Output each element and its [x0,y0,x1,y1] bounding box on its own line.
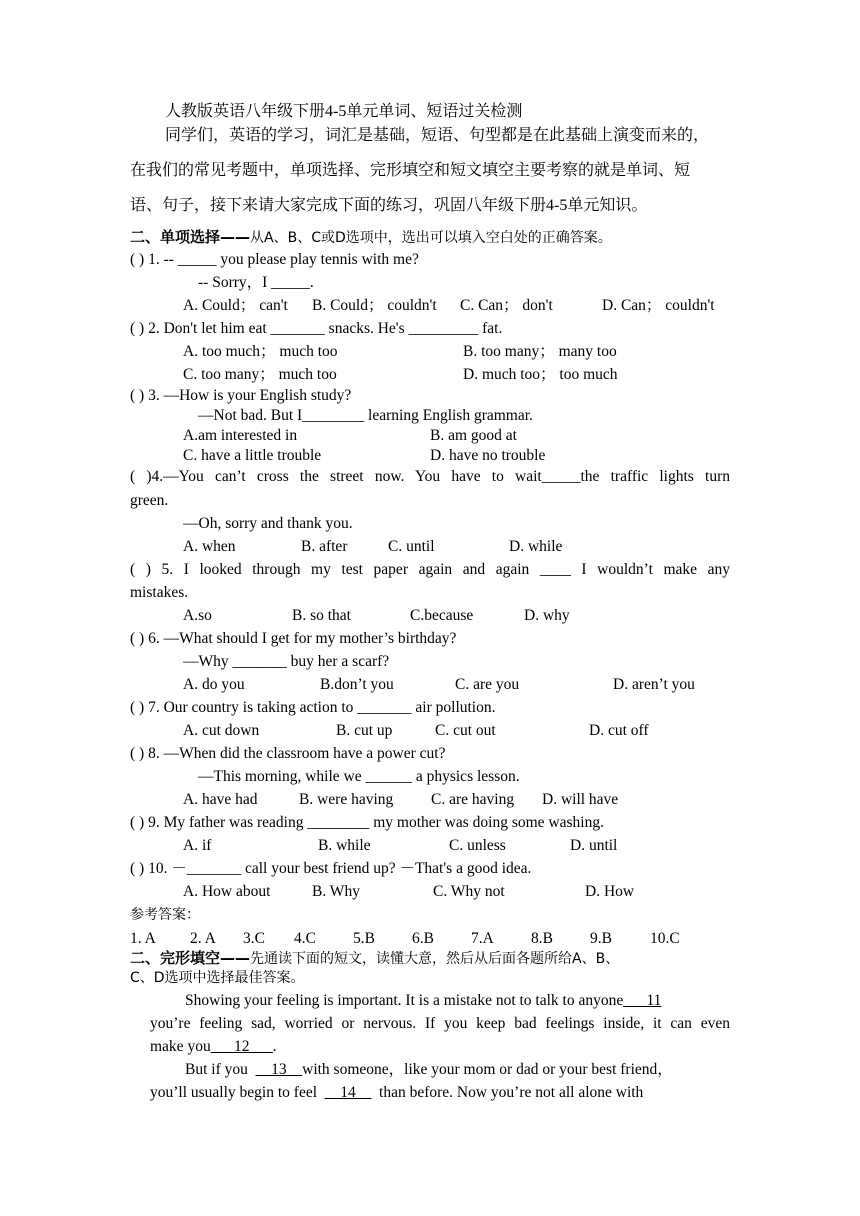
question-7-option-b: B. cut up [336,722,393,739]
question-1-sub: -- Sorry，I _____. [198,274,314,291]
question-3-sub: —Not bad. But I________ learning English grammar. [198,407,533,424]
intro-line-3: 语、句子，接下来请大家完成下面的练习，巩固八年级下册4-5单元知识。 [130,197,648,214]
intro-line-2: 在我们的常见考题中，单项选择、完形填空和短文填空主要考察的就是单词、短 [130,162,691,179]
section2-instruction-1: 先通读下面的短文，读懂大意，然后从后面各题所给A、B、 [250,951,620,967]
answer-1: 1. A [130,930,156,947]
section2-heading: 二、完形填空—— [130,949,251,967]
section2-header [130,948,619,969]
question-3-option-c: C. have a little trouble [183,447,322,464]
question-6-option-c: C. are you [455,676,520,693]
question-6-sub: —Why _______ buy her a scarf? [183,653,390,670]
question-5-cont: mistakes. [130,584,189,601]
question-2-option-c: C. too many； much too [183,366,337,383]
section1-heading: 二、单项选择—— [130,228,251,246]
passage-text: you’ll usually begin to feel [150,1084,318,1101]
question-4-sub: —Oh, sorry and thank you. [183,515,353,532]
question-10-stem: ( ) 10. －_______ call your best friend up? －That's a good idea. [130,860,532,877]
question-4-option-a: A. when [183,538,236,555]
question-10-option-b: B. Why [312,883,360,900]
question-5-option-a: A.so [183,607,212,624]
question-9-stem: ( ) 9. My father was reading ________ my mother was doing some washing. [130,814,604,831]
question-6-stem: ( ) 6. —What should I get for my mother’s birthday? [130,630,457,647]
passage-p2-line2 [150,1083,643,1103]
passage-p1-line1 [185,991,661,1011]
question-3-option-a: A.am interested in [183,427,298,444]
intro-line-1: 同学们，英语的学习，词汇是基础，短语、句型都是在此基础上演变而来的， [165,127,710,144]
question-2-option-d: D. much too； too much [463,366,618,383]
question-3-option-b: B. am good at [430,427,517,444]
question-5-option-c: C.because [410,607,474,624]
question-5-stem: ( ) 5. I looked through my test paper again and again ____ I wouldn’t make any [130,561,730,578]
passage-text: than before. Now you’re not all alone with [379,1084,644,1101]
answer-7: 7.A [471,930,494,947]
question-8-sub: —This morning, while we ______ a physics lesson. [198,768,520,785]
answer-key-heading: 参考答案： [130,907,200,923]
passage-text: But if you [185,1061,248,1078]
question-7-option-a: A. cut down [183,722,260,739]
document-title: 人教版英语八年级下册4-5单元单词、短语过关检测 [165,103,523,120]
question-3-stem: ( ) 3. —How is your English study? [130,387,352,404]
question-4-cont: green. [130,492,169,509]
blank-13: __13__ [255,1061,303,1078]
passage-p1-line3 [150,1037,277,1057]
passage-text: make you [150,1038,211,1055]
blank-14: __14__ [324,1084,372,1101]
answer-5: 5.B [353,930,375,947]
blank-11: ___11 [623,992,662,1009]
passage-p1-line2: you’re feeling sad, worried or nervous. If you keep bad feelings inside, it can even [150,1015,730,1032]
question-4-stem: ( )4.—You can’t cross the street now. You have to wait_____the traffic lights turn [130,468,730,485]
passage-p2-line1 [185,1060,673,1080]
answer-10: 10.C [650,930,680,947]
question-8-option-c: C. are having [431,791,515,808]
question-2-option-b: B. too many； many too [463,343,617,360]
question-5-option-d: D. why [524,607,570,624]
question-8-option-a: A. have had [183,791,258,808]
question-9-option-a: A. if [183,837,212,854]
question-10-option-a: A. How about [183,883,271,900]
passage-text: . [272,1038,277,1055]
question-8-stem: ( ) 8. —When did the classroom have a power cut? [130,745,446,762]
answer-4: 4.C [294,930,316,947]
passage-text: with someone，like your mom or dad or your best friend， [302,1061,673,1078]
blank-12: ___12___ [210,1038,273,1055]
question-4-option-c: C. until [388,538,435,555]
answer-6: 6.B [412,930,434,947]
answer-3: 3.C [243,930,265,947]
passage-text: Showing your feeling is important. It is a mistake not to talk to anyone [185,992,624,1009]
question-1-stem: ( ) 1. -- _____ you please play tennis with me? [130,251,419,268]
question-1-option-b: B. Could； couldn't [312,297,437,314]
question-9-option-c: C. unless [449,837,506,854]
question-5-option-b: B. so that [292,607,351,624]
question-2-stem: ( ) 2. Don't let him eat _______ snacks. He's _________ fat. [130,320,503,337]
answer-2: 2. A [190,930,216,947]
question-9-option-d: D. until [570,837,618,854]
question-10-option-d: D. How [585,883,635,900]
section1-header [130,227,612,248]
question-9-option-b: B. while [318,837,371,854]
question-10-option-c: C. Why not [433,883,505,900]
question-8-option-d: D. will have [542,791,619,808]
question-2-option-a: A. too much； much too [183,343,338,360]
question-4-option-b: B. after [301,538,348,555]
section1-instruction: 从A、B、C或D选项中，选出可以填入空白处的正确答案。 [250,230,612,246]
question-3-option-d: D. have no trouble [430,447,546,464]
question-7-stem: ( ) 7. Our country is taking action to _______ air pollution. [130,699,496,716]
section2-instruction-2: C、D选项中选择最佳答案。 [130,970,305,986]
question-6-option-a: A. do you [183,676,245,693]
question-8-option-b: B. were having [299,791,394,808]
answer-9: 9.B [590,930,612,947]
question-6-option-d: D. aren’t you [613,676,695,693]
question-1-option-a: A. Could； can't [183,297,288,314]
question-6-option-b: B.don’t you [320,676,394,693]
question-7-option-c: C. cut out [435,722,496,739]
question-1-option-c: C. Can； don't [460,297,553,314]
answer-8: 8.B [531,930,553,947]
question-7-option-d: D. cut off [589,722,649,739]
question-4-option-d: D. while [509,538,563,555]
question-1-option-d: D. Can； couldn't [602,297,715,314]
